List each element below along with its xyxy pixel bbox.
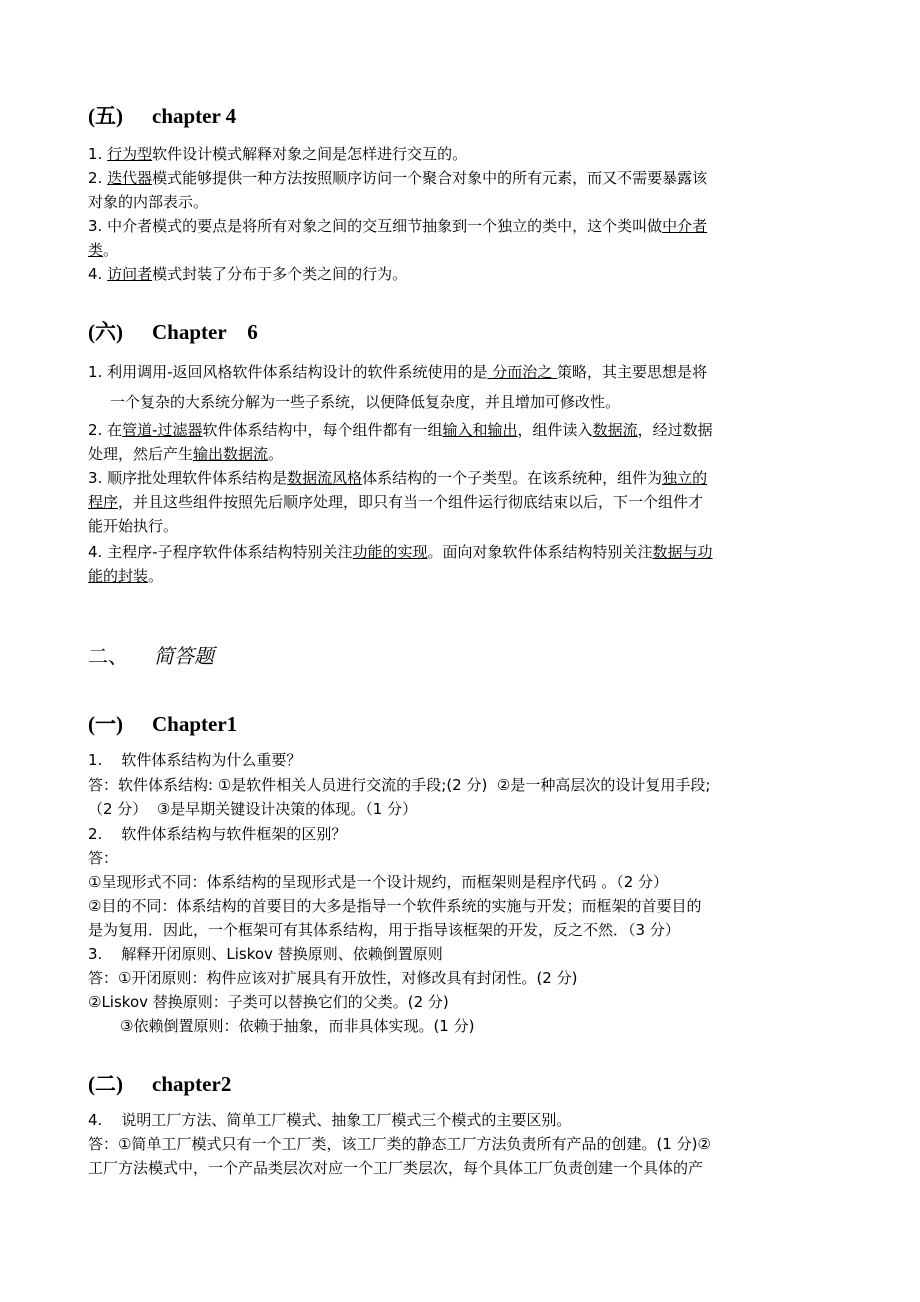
list-item: 2. 在管道-过滤器软件体系结构中，每个组件都有一组输入和输出，组件读入数据流，经过数据 (88, 421, 713, 439)
list-item-continuation: 处理，然后产生输出数据流。 (88, 445, 284, 463)
answer-line: 工厂方法模式中，一个产品类层次对应一个工厂类层次，每个具体工厂负责创建一个具体的产 (88, 1159, 704, 1177)
answer-line: ②Liskov 替换原则：子类可以替换它们的父类。(2 分) (88, 993, 449, 1011)
answer-line: 答：软件体系结构: ①是软件相关人员进行交流的手段;(2 分) ②是一种高层次的设计复用手段; (88, 776, 711, 794)
list-item-continuation: 一个复杂的大系统分解为一些子系统，以便降低复杂度，并且增加可修改性。 (110, 393, 621, 411)
list-item: 2. 迭代器模式能够提供一种方法按照顺序访问一个聚合对象中的所有元素，而又不需要暴露该 (88, 169, 708, 187)
list-item-continuation: 对象的内部表示。 (88, 193, 209, 211)
answer-line: ③依赖倒置原则：依赖于抽象，而非具体实现。(1 分) (120, 1017, 475, 1035)
answer-line: 是为复用．因此，一个框架可有其体系结构，用于指导该框架的开发，反之不然．（3 分） (88, 921, 680, 939)
answer-line: 答：①开闭原则：构件应该对扩展具有开放性，对修改具有封闭性。(2 分) (88, 969, 578, 987)
section-heading-1 (88, 708, 237, 738)
list-item-continuation: 类。 (88, 241, 119, 259)
section-heading-6 (88, 316, 258, 346)
list-item-continuation: 能开始执行。 (88, 517, 179, 535)
section-heading-2 (88, 1068, 231, 1098)
part-heading (88, 640, 214, 669)
list-item-continuation: 能的封装。 (88, 567, 164, 585)
answer-line: ①呈现形式不同：体系结构的呈现形式是一个设计规约，而框架则是程序代码 。（2 分） (88, 873, 669, 891)
list-item: 4. 访问者模式封装了分布于多个类之间的行为。 (88, 265, 408, 283)
section-title: chapter 4 (152, 104, 237, 128)
section-heading-5 (88, 100, 236, 130)
list-item: 3. 中介者模式的要点是将所有对象之间的交互细节抽象到一个独立的类中，这个类叫做中介者 (88, 217, 708, 235)
question-line: 3. 解释开闭原则、Liskov 替换原则、依赖倒置原则 (88, 945, 443, 963)
section-number: (五) (88, 104, 123, 128)
list-item: 3. 顺序批处理软件体系结构是数据流风格体系结构的一个子类型。在该系统种，组件为独立的 (88, 469, 708, 487)
answer-line: 答：①简单工厂模式只有一个工厂类，该工厂类的静态工厂方法负责所有产品的创建。(1 分)② (88, 1135, 711, 1153)
list-item: 1. 利用调用-返回风格软件体系结构设计的软件系统使用的是 分而治之 策略，其主要思想是将 (88, 363, 708, 381)
section-title: Chapter1 (152, 712, 238, 736)
part-number: 二、 (88, 644, 128, 668)
answer-line: 答： (88, 849, 119, 867)
question-line: 4. 说明工厂方法、简单工厂模式、抽象工厂模式三个模式的主要区别。 (88, 1111, 572, 1129)
answer-line: （2 分） ③是早期关键设计决策的体现。（1 分） (88, 800, 418, 818)
part-title: 简答题 (154, 644, 214, 668)
section-title: Chapter 6 (152, 320, 258, 344)
list-item-continuation: 程序，并且这些组件按照先后顺序处理，即只有当一个组件运行彻底结束以后，下一个组件才 (88, 493, 704, 511)
section-title: chapter2 (152, 1072, 232, 1096)
section-number: (一) (88, 712, 123, 736)
section-number: (二) (88, 1072, 123, 1096)
list-item: 1. 行为型软件设计模式解释对象之间是怎样进行交互的。 (88, 145, 468, 163)
question-line: 2. 软件体系结构与软件框架的区别？ (88, 825, 347, 843)
answer-line: ②目的不同：体系结构的首要目的大多是指导一个软件系统的实施与开发；而框架的首要目的 (88, 897, 702, 915)
list-item: 4. 主程序-子程序软件体系结构特别关注功能的实现。面向对象软件体系结构特别关注数据与功 (88, 543, 713, 561)
section-number: (六) (88, 320, 123, 344)
question-line: 1. 软件体系结构为什么重要？ (88, 751, 302, 769)
